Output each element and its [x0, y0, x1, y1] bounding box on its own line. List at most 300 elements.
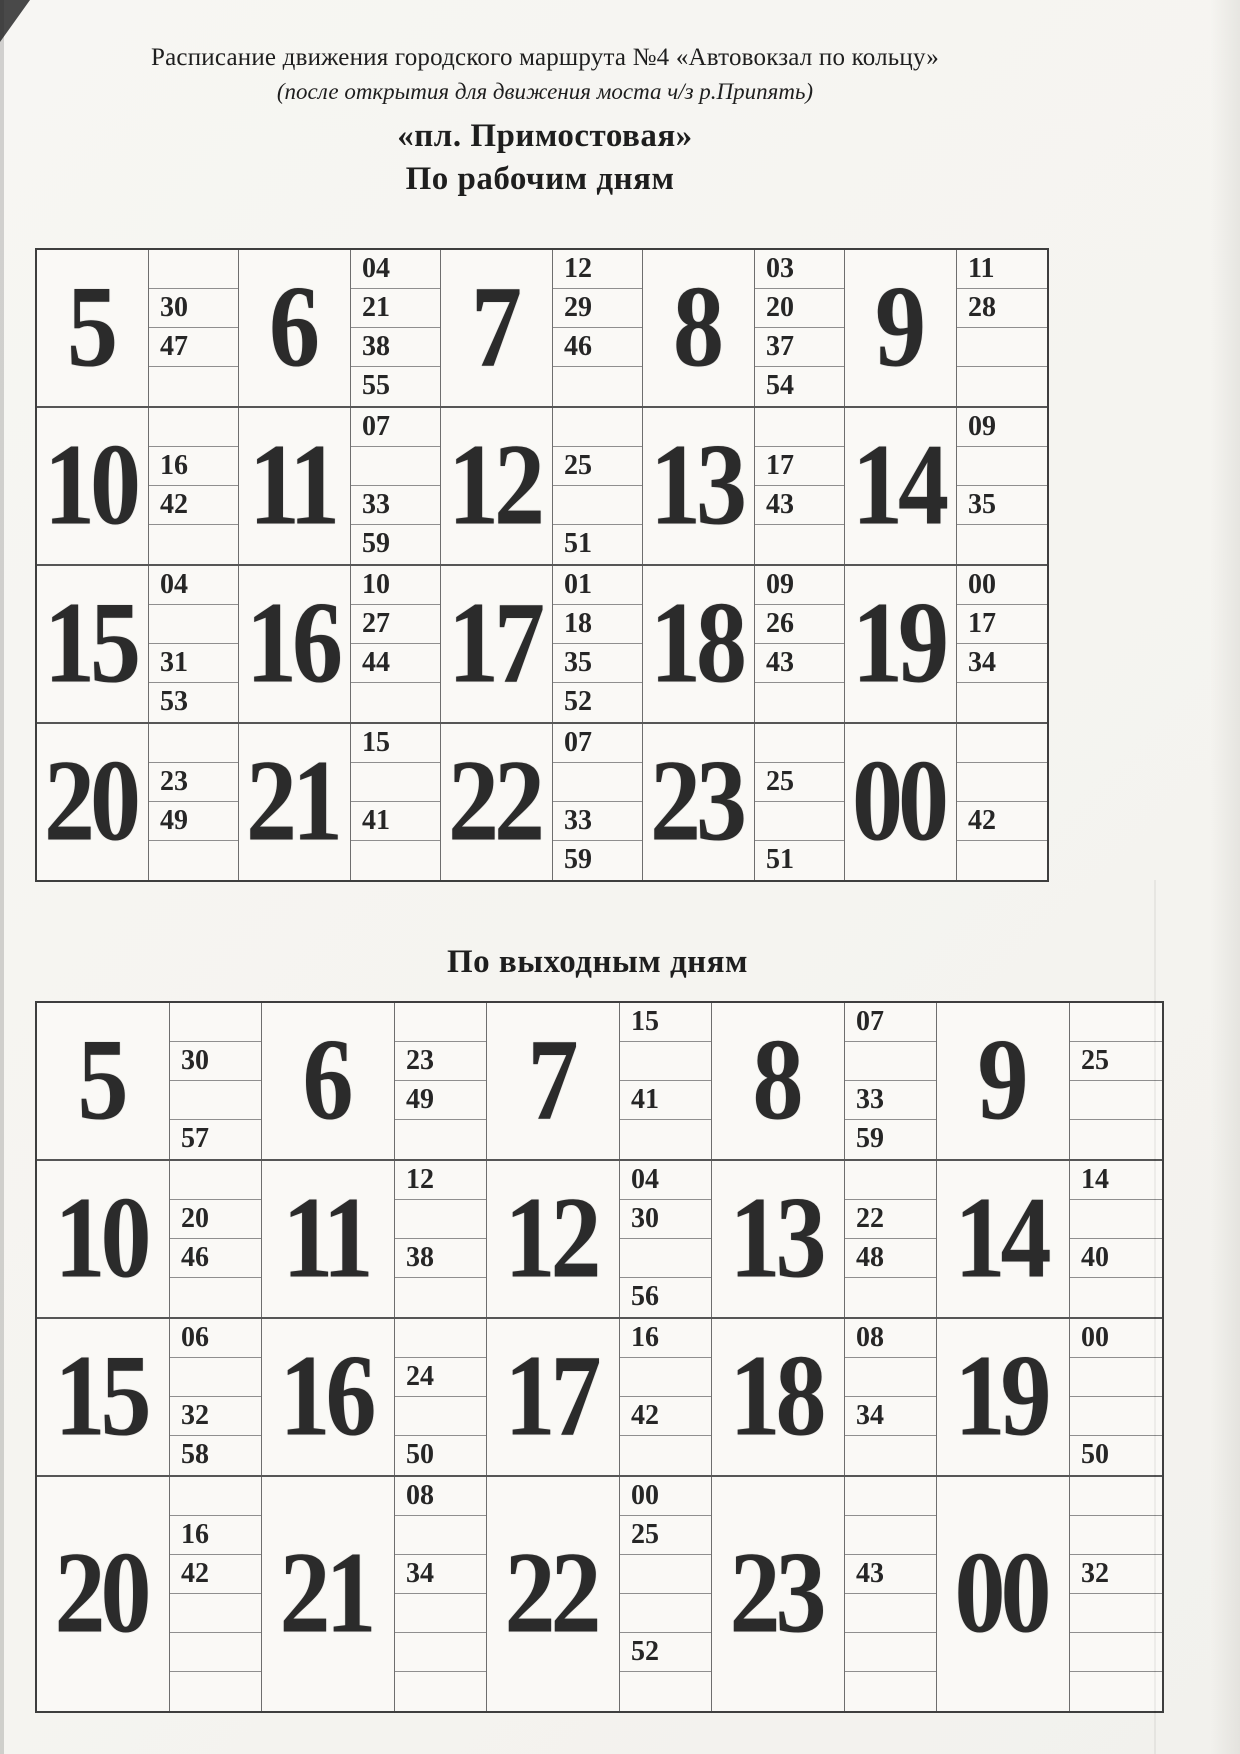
minute-cell	[957, 447, 1047, 486]
minutes-column	[351, 724, 441, 880]
hour-cell	[712, 1161, 845, 1317]
minute-cell	[845, 1042, 936, 1081]
minute-cell: 48	[845, 1239, 936, 1278]
minute-cell	[395, 1397, 486, 1436]
timetable-grid	[35, 248, 1049, 882]
minute-cell	[845, 1436, 936, 1475]
minute-cell: 00	[957, 566, 1047, 605]
hour-cell	[712, 1003, 845, 1159]
minute-cell: 11	[957, 250, 1047, 289]
minute-cell: 28	[957, 289, 1047, 328]
minute-cell: 59	[564, 844, 592, 875]
minute-cell	[845, 1516, 936, 1555]
hour-cell	[937, 1319, 1070, 1475]
minute-cell: 09	[957, 408, 1047, 447]
minute-cell: 42	[170, 1555, 261, 1594]
minute-cell: 46	[553, 328, 642, 367]
minute-cell: 08	[845, 1319, 936, 1358]
timetable-row	[37, 1319, 1162, 1477]
hour-number: 19	[954, 1332, 1047, 1461]
minutes-column	[620, 1003, 712, 1159]
minute-cell: 40	[1070, 1239, 1162, 1278]
hour-number: 6	[269, 263, 315, 392]
minutes-column	[149, 250, 239, 406]
weekends-heading: По выходным дням	[446, 944, 749, 980]
hour-cell	[845, 408, 957, 564]
minute-cell	[1070, 1003, 1162, 1042]
minutes-column	[845, 1319, 937, 1475]
hour-cell	[239, 250, 351, 406]
minute-cell: 12	[395, 1161, 486, 1200]
hour-cell	[37, 1477, 170, 1711]
minute-cell	[1070, 1120, 1162, 1159]
minute-cell	[845, 1358, 936, 1397]
hour-cell	[712, 1477, 845, 1711]
minute-cell: 46	[170, 1239, 261, 1278]
minute-cell	[845, 1161, 936, 1200]
minute-cell	[149, 605, 238, 644]
minute-cell	[620, 1042, 711, 1081]
minute-cell: 57	[181, 1123, 209, 1154]
minute-cell	[395, 1319, 486, 1358]
minute-cell: 25	[620, 1516, 711, 1555]
hour-number: 11	[248, 421, 336, 550]
minutes-column	[620, 1161, 712, 1317]
minute-cell	[755, 683, 844, 722]
minute-cell: 42	[957, 802, 1047, 841]
minute-cell	[395, 1516, 486, 1555]
minute-cell: 34	[395, 1555, 486, 1594]
minute-cell	[351, 683, 440, 722]
scan-corner-artifact	[0, 0, 30, 42]
minute-cell: 16	[620, 1319, 711, 1358]
minute-cell: 15	[351, 724, 440, 763]
minute-cell: 56	[631, 1281, 659, 1312]
hour-cell	[643, 724, 755, 880]
minute-cell: 31	[149, 644, 238, 683]
minute-cell	[395, 1672, 486, 1711]
minute-cell: 52	[620, 1633, 711, 1672]
minute-cell	[957, 763, 1047, 802]
minute-cell: 07	[553, 724, 642, 763]
minute-cell: 33	[845, 1081, 936, 1120]
hour-number: 7	[471, 263, 517, 392]
minute-cell	[149, 250, 238, 289]
minutes-column	[170, 1319, 262, 1475]
minutes-column	[351, 408, 441, 564]
minute-cell	[620, 1358, 711, 1397]
hour-cell	[937, 1161, 1070, 1317]
minute-cell	[395, 1278, 486, 1317]
minute-cell	[170, 1003, 261, 1042]
hour-number: 23	[729, 1529, 822, 1658]
minute-cell	[620, 1436, 711, 1475]
minutes-column	[351, 250, 441, 406]
minute-cell	[755, 525, 844, 564]
document-header	[0, 0, 1090, 155]
hour-cell	[37, 566, 149, 722]
minute-cell: 59	[362, 528, 390, 559]
minute-cell	[553, 763, 642, 802]
hour-number: 18	[729, 1332, 822, 1461]
minute-cell: 24	[395, 1358, 486, 1397]
hour-number: 21	[279, 1529, 372, 1658]
minute-cell: 34	[845, 1397, 936, 1436]
minutes-column	[1070, 1477, 1162, 1711]
minute-cell	[957, 683, 1047, 722]
hour-number: 9	[977, 1016, 1024, 1145]
minute-cell: 34	[957, 644, 1047, 683]
minute-cell	[170, 1161, 261, 1200]
timetable-row	[37, 1477, 1162, 1711]
minute-cell: 50	[406, 1439, 434, 1470]
minute-cell: 20	[755, 289, 844, 328]
minutes-column	[395, 1319, 487, 1475]
hour-number: 15	[54, 1332, 147, 1461]
minutes-column	[845, 1161, 937, 1317]
hour-cell	[487, 1319, 620, 1475]
minutes-column	[395, 1477, 487, 1711]
minutes-column	[620, 1319, 712, 1475]
minute-cell	[553, 486, 642, 525]
minute-cell	[845, 1672, 936, 1711]
minutes-column	[620, 1477, 712, 1711]
minute-cell	[755, 724, 844, 763]
hour-number: 20	[44, 737, 136, 866]
minute-cell: 18	[553, 605, 642, 644]
minutes-column	[755, 408, 845, 564]
hour-number: 22	[448, 737, 540, 866]
minute-cell: 35	[957, 486, 1047, 525]
minute-cell: 41	[620, 1081, 711, 1120]
minute-cell: 12	[553, 250, 642, 289]
hour-number: 18	[650, 579, 742, 708]
minute-cell	[553, 367, 642, 406]
minute-cell: 09	[755, 566, 844, 605]
minutes-column	[395, 1161, 487, 1317]
hour-cell	[487, 1003, 620, 1159]
minutes-column	[1070, 1161, 1162, 1317]
minute-cell: 08	[395, 1477, 486, 1516]
minute-cell	[170, 1672, 261, 1711]
minute-cell	[395, 1633, 486, 1672]
minute-cell: 00	[620, 1477, 711, 1516]
hour-number: 14	[852, 421, 944, 550]
minute-cell: 43	[845, 1555, 936, 1594]
minutes-column	[149, 566, 239, 722]
hour-number: 6	[302, 1016, 349, 1145]
hour-number: 17	[448, 579, 540, 708]
minute-cell	[351, 841, 440, 880]
minute-cell	[957, 328, 1047, 367]
minute-cell: 16	[149, 447, 238, 486]
minute-cell: 10	[351, 566, 440, 605]
hour-number: 16	[279, 1332, 372, 1461]
minute-cell: 50	[1081, 1439, 1109, 1470]
hour-number: 00	[852, 737, 944, 866]
hour-number: 10	[44, 421, 136, 550]
minutes-column	[170, 1161, 262, 1317]
minutes-column	[957, 566, 1047, 722]
minute-cell: 23	[149, 763, 238, 802]
minute-cell: 51	[766, 844, 794, 875]
minute-cell	[170, 1081, 261, 1120]
minute-cell: 25	[553, 447, 642, 486]
minute-cell	[845, 1278, 936, 1317]
hour-cell	[937, 1003, 1070, 1159]
hour-number: 21	[246, 737, 338, 866]
hour-cell	[643, 250, 755, 406]
minute-cell: 37	[755, 328, 844, 367]
minute-cell: 01	[553, 566, 642, 605]
hour-cell	[239, 408, 351, 564]
minutes-column	[553, 724, 643, 880]
hour-cell	[262, 1161, 395, 1317]
timetable-row	[37, 1003, 1162, 1161]
hour-cell	[643, 408, 755, 564]
minute-cell	[170, 1358, 261, 1397]
minute-cell	[351, 763, 440, 802]
minute-cell: 21	[351, 289, 440, 328]
minute-cell	[957, 841, 1047, 880]
hour-number: 12	[504, 1174, 597, 1303]
minute-cell	[845, 1477, 936, 1516]
workdays-heading: По рабочим дням	[405, 161, 675, 197]
hour-number: 11	[282, 1174, 369, 1303]
minute-cell	[351, 447, 440, 486]
scan-right-edge	[1210, 0, 1240, 1754]
hour-cell	[845, 724, 957, 880]
hour-cell	[37, 724, 149, 880]
minutes-column	[957, 250, 1047, 406]
minute-cell	[395, 1200, 486, 1239]
minute-cell: 43	[755, 644, 844, 683]
hour-cell	[262, 1319, 395, 1475]
hour-cell	[441, 566, 553, 722]
minute-cell: 38	[351, 328, 440, 367]
hour-cell	[262, 1477, 395, 1711]
minute-cell	[1070, 1594, 1162, 1633]
minute-cell: 17	[755, 447, 844, 486]
minutes-column	[170, 1003, 262, 1159]
minute-cell: 53	[160, 686, 188, 717]
minute-cell	[620, 1555, 711, 1594]
minute-cell	[170, 1278, 261, 1317]
minute-cell: 16	[170, 1516, 261, 1555]
minute-cell: 23	[395, 1042, 486, 1081]
workdays-section	[35, 161, 1240, 882]
timetable-row	[37, 1161, 1162, 1319]
minute-cell	[620, 1239, 711, 1278]
minute-cell	[957, 724, 1047, 763]
minute-cell: 52	[564, 686, 592, 717]
minute-cell: 06	[170, 1319, 261, 1358]
minute-cell	[1070, 1516, 1162, 1555]
hour-cell	[845, 250, 957, 406]
route-subtitle: (после открытия для движения моста ч/з р.Припять)	[276, 79, 814, 104]
minute-cell: 30	[149, 289, 238, 328]
minute-cell: 29	[553, 289, 642, 328]
stop-name: «пл. Примостовая»	[397, 118, 693, 154]
hour-number: 23	[650, 737, 742, 866]
minute-cell: 20	[170, 1200, 261, 1239]
timetable-row	[37, 408, 1047, 566]
hour-number: 5	[67, 263, 113, 392]
minute-cell	[1070, 1397, 1162, 1436]
minute-cell: 42	[149, 486, 238, 525]
hour-number: 17	[504, 1332, 597, 1461]
minute-cell: 27	[351, 605, 440, 644]
minute-cell	[395, 1003, 486, 1042]
minute-cell: 44	[351, 644, 440, 683]
minute-cell	[149, 724, 238, 763]
hour-cell	[37, 1319, 170, 1475]
minutes-column	[553, 566, 643, 722]
timetable-row	[37, 250, 1047, 408]
minutes-column	[957, 408, 1047, 564]
minutes-column	[149, 724, 239, 880]
minute-cell: 04	[149, 566, 238, 605]
hour-number: 16	[246, 579, 338, 708]
minute-cell: 32	[1070, 1555, 1162, 1594]
hour-cell	[262, 1003, 395, 1159]
minutes-column	[755, 724, 845, 880]
minute-cell	[957, 525, 1047, 564]
minute-cell: 25	[1070, 1042, 1162, 1081]
minute-cell: 17	[957, 605, 1047, 644]
minute-cell	[170, 1477, 261, 1516]
minute-cell	[395, 1594, 486, 1633]
hour-cell	[239, 566, 351, 722]
hour-number: 15	[44, 579, 136, 708]
minute-cell: 30	[170, 1042, 261, 1081]
minutes-column	[553, 408, 643, 564]
hour-number: 20	[54, 1529, 147, 1658]
minutes-column	[149, 408, 239, 564]
hour-number: 12	[448, 421, 540, 550]
hour-cell	[937, 1477, 1070, 1711]
minute-cell	[1070, 1278, 1162, 1317]
minute-cell	[620, 1120, 711, 1159]
minute-cell: 54	[766, 370, 794, 401]
minute-cell: 51	[564, 528, 592, 559]
minutes-column	[755, 566, 845, 722]
timetable-grid	[35, 1001, 1164, 1713]
minutes-column	[1070, 1003, 1162, 1159]
hour-cell	[441, 724, 553, 880]
minute-cell: 43	[755, 486, 844, 525]
minute-cell	[553, 408, 642, 447]
hour-cell	[37, 250, 149, 406]
minute-cell	[395, 1120, 486, 1159]
minutes-column	[1070, 1319, 1162, 1475]
minutes-column	[845, 1003, 937, 1159]
hour-number: 8	[752, 1016, 799, 1145]
minutes-column	[395, 1003, 487, 1159]
hour-cell	[487, 1161, 620, 1317]
minute-cell: 49	[395, 1081, 486, 1120]
minute-cell	[845, 1633, 936, 1672]
minute-cell: 30	[620, 1200, 711, 1239]
weekends-section	[35, 944, 1240, 1713]
minute-cell	[1070, 1477, 1162, 1516]
hour-cell	[712, 1319, 845, 1475]
minute-cell: 14	[1070, 1161, 1162, 1200]
minutes-column	[351, 566, 441, 722]
minute-cell: 00	[1070, 1319, 1162, 1358]
hour-cell	[441, 250, 553, 406]
minute-cell	[170, 1594, 261, 1633]
hour-number: 10	[54, 1174, 147, 1303]
hour-cell	[239, 724, 351, 880]
minute-cell: 07	[351, 408, 440, 447]
minute-cell: 59	[856, 1123, 884, 1154]
minute-cell: 38	[395, 1239, 486, 1278]
minute-cell	[149, 841, 238, 880]
minute-cell	[755, 802, 844, 841]
minute-cell	[149, 525, 238, 564]
minute-cell: 32	[170, 1397, 261, 1436]
hour-number: 14	[954, 1174, 1047, 1303]
minute-cell: 41	[351, 802, 440, 841]
hour-cell	[37, 1161, 170, 1317]
hour-number: 5	[77, 1016, 124, 1145]
minute-cell: 55	[362, 370, 390, 401]
timetable-row	[37, 566, 1047, 724]
minute-cell: 03	[755, 250, 844, 289]
hour-number: 19	[852, 579, 944, 708]
minute-cell: 35	[553, 644, 642, 683]
hour-number: 13	[650, 421, 742, 550]
minute-cell	[1070, 1672, 1162, 1711]
hour-number: 9	[875, 263, 921, 392]
minute-cell	[620, 1594, 711, 1633]
hour-cell	[845, 566, 957, 722]
minute-cell	[1070, 1358, 1162, 1397]
minute-cell	[1070, 1081, 1162, 1120]
minute-cell: 04	[620, 1161, 711, 1200]
hour-number: 22	[504, 1529, 597, 1658]
minutes-column	[957, 724, 1047, 880]
timetable-row	[37, 724, 1047, 880]
minute-cell: 58	[181, 1439, 209, 1470]
minute-cell: 04	[351, 250, 440, 289]
hour-number: 00	[954, 1529, 1047, 1658]
minutes-column	[755, 250, 845, 406]
hour-number: 7	[527, 1016, 574, 1145]
hour-number: 13	[729, 1174, 822, 1303]
hour-cell	[643, 566, 755, 722]
minute-cell: 15	[620, 1003, 711, 1042]
minute-cell	[1070, 1200, 1162, 1239]
hour-cell	[37, 1003, 170, 1159]
minutes-column	[170, 1477, 262, 1711]
hour-number: 8	[673, 263, 719, 392]
minute-cell: 47	[149, 328, 238, 367]
hour-cell	[487, 1477, 620, 1711]
minute-cell	[1070, 1633, 1162, 1672]
minute-cell: 25	[755, 763, 844, 802]
minute-cell	[149, 367, 238, 406]
hour-cell	[37, 408, 149, 564]
minute-cell: 07	[845, 1003, 936, 1042]
scan-left-edge	[0, 0, 4, 1754]
scan-crease	[1154, 880, 1156, 1754]
minute-cell: 49	[149, 802, 238, 841]
minute-cell	[149, 408, 238, 447]
minute-cell: 33	[553, 802, 642, 841]
hour-cell	[441, 408, 553, 564]
